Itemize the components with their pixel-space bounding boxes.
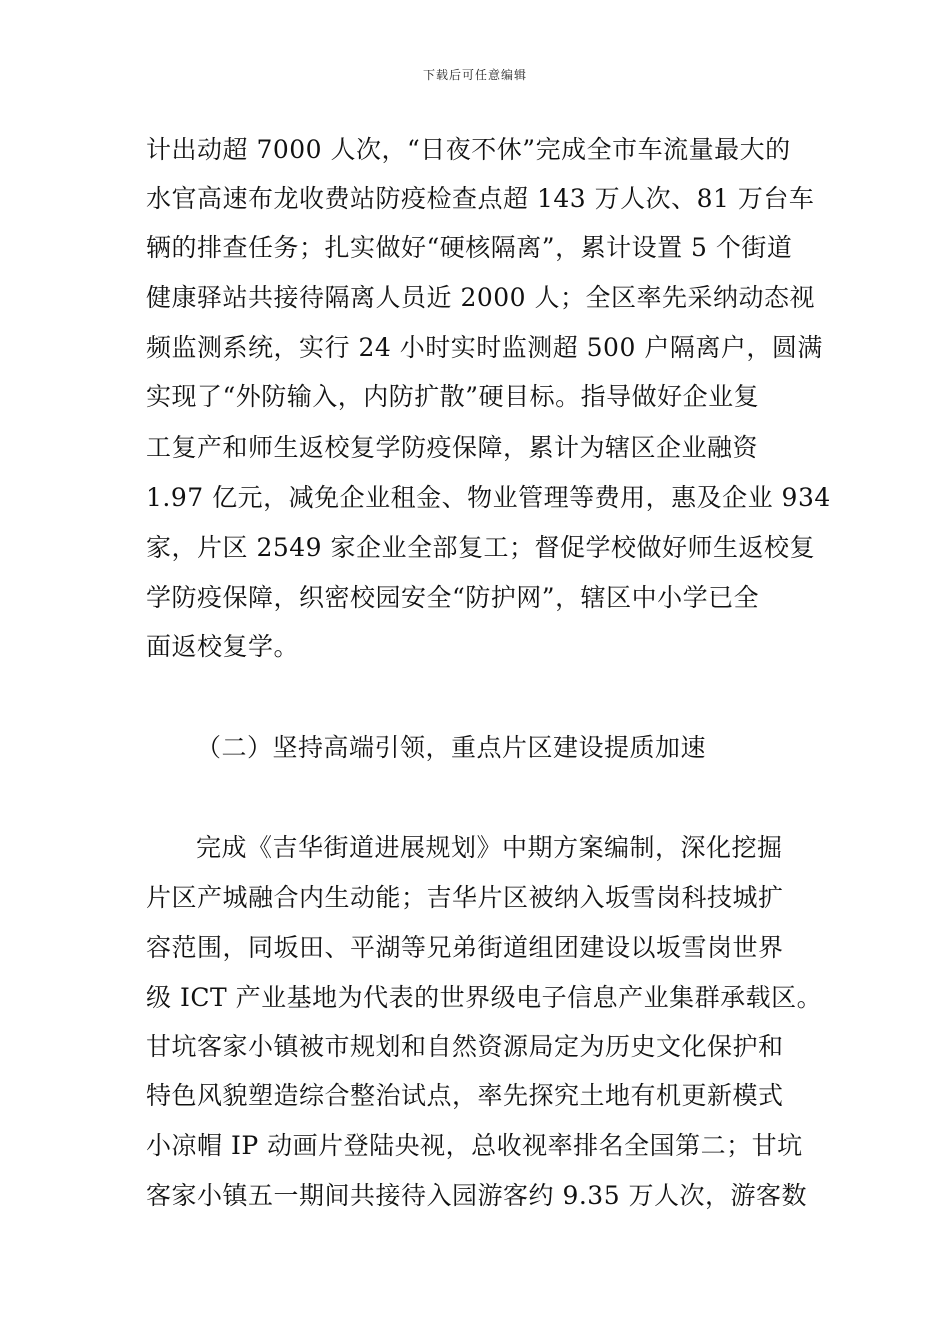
- text-line: 片区产城融合内生动能；吉华片区被纳入坂雪岗科技城扩: [146, 883, 784, 912]
- text-line: 1.97 亿元，减免企业租金、物业管理等费用，惠及企业 934: [146, 483, 831, 512]
- text-line: 辆的排查任务；扎实做好“硬核隔离”，累计设置 5 个街道: [146, 233, 793, 262]
- text-line: 计出动超 7000 人次，“日夜不休”完成全市车流量最大的: [146, 135, 791, 164]
- text-line: 健康驿站共接待隔离人员近 2000 人；全区率先采纳动态视: [146, 283, 816, 312]
- text-line: 学防疫保障，织密校园安全“防护网”，辖区中小学已全: [146, 583, 760, 612]
- text-line: 甘坑客家小镇被市规划和自然资源局定为历史文化保护和: [146, 1032, 784, 1061]
- text-line: 完成《吉华街道进展规划》中期方案编制，深化挖掘: [196, 833, 783, 862]
- text-line: 容范围，同坂田、平湖等兄弟街道组团建设以坂雪岗世界: [146, 933, 784, 962]
- text-line: 实现了“外防输入，内防扩散”硬目标。指导做好企业复: [146, 382, 760, 411]
- text-line: 小凉帽 IP 动画片登陆央视，总收视率排名全国第二；甘坑: [146, 1131, 803, 1160]
- text-line: 水官高速布龙收费站防疫检查点超 143 万人次、81 万台车: [146, 184, 815, 213]
- section-heading: （二）坚持高端引领，重点片区建设提质加速: [196, 733, 707, 762]
- text-line: 级 ICT 产业基地为代表的世界级电子信息产业集群承载区。: [146, 983, 823, 1012]
- text-line: 客家小镇五一期间共接待入园游客约 9.35 万人次，游客数: [146, 1181, 808, 1210]
- text-line: 频监测系统，实行 24 小时实时监测超 500 户隔离户，圆满: [146, 333, 823, 362]
- text-line: 工复产和师生返校复学防疫保障，累计为辖区企业融资: [146, 433, 759, 462]
- text-line: 家，片区 2549 家企业全部复工；督促学校做好师生返校复: [146, 533, 816, 562]
- text-line: 面返校复学。: [146, 632, 300, 661]
- text-line: 特色风貌塑造综合整治试点，率先探究土地有机更新模式: [146, 1081, 784, 1110]
- page-header: 下载后可任意编辑: [422, 68, 527, 82]
